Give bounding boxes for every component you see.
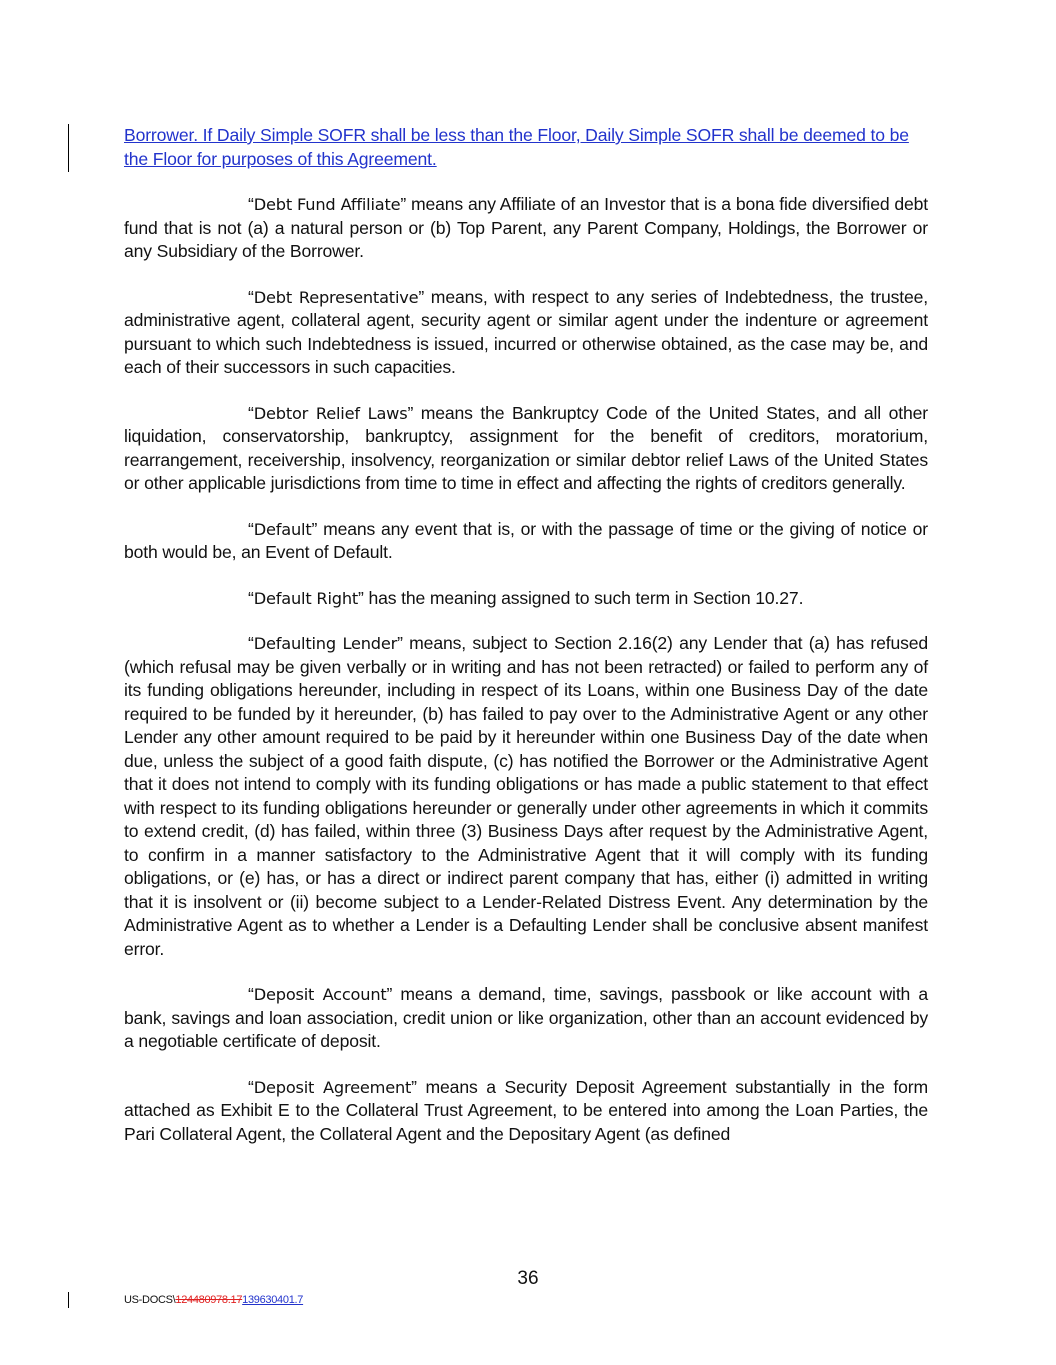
definition-paragraph [124,518,928,565]
open-quote: “ [248,194,254,214]
close-quote: ” [397,633,403,653]
defined-term: Debt Representative [253,287,419,307]
defined-term: Deposit Agreement [253,1077,412,1097]
defined-term: Debtor Relief Laws [253,403,408,423]
definition-text: means a demand, time, savings, passbook or like account with a bank, savings and loan association, credit union or like organization, other than an account evidenced by a negotiable certificate of deposit. [124,984,928,1051]
definition-text: means any Affiliate of an Investor that is a bona fide diversified debt fund that is not (a) a natural person or (b) Top Parent, any Parent Company, Holdings, the Borrower or any Subsidiary of the Borrower. [124,194,928,261]
definition-paragraph [124,286,928,380]
defined-term: Debt Fund Affiliate [253,195,401,214]
open-quote: “ [248,286,254,307]
close-quote: ” [386,984,393,1004]
definition-paragraph [124,983,928,1054]
definition-text: means any event that is, or with the passage of time or the giving of notice or both would be, an Event of Default. [124,518,928,562]
defined-term: Default Right [253,588,359,608]
definition-text: means the Bankruptcy Code of the United States, and all other liquidation, conservatorship, bankruptcy, assignment for the benefit of creditors, moratorium, rearrangement, receivership, insolvency, reorganization or similar debtor relief Laws of the United States or other applicable jurisdictions from time to time in effect and affecting the rights of creditors generally. [124,402,928,493]
defined-term: Defaulting Lender [253,634,398,653]
page-number: 36 [517,1268,539,1289]
close-quote: ” [400,194,407,214]
definition-paragraph [124,402,928,496]
open-quote: “ [248,587,254,608]
close-quote: ” [418,286,425,307]
defined-term: Deposit Account [253,985,387,1004]
carryover-paragraph: Borrower. If Daily Simple SOFR shall be less than the Floor, Daily Simple SOFR shall be deemed to be the Floor for purposes of this Agreement. [124,125,909,169]
definition-text: means, with respect to any series of Indebtedness, the trustee, administrative agent, collateral agent, security agent or similar agent under the indenture or agreement pursuant to which such Indebtedness is issued, incurred or otherwise obtained, as the case may be, and each of their successors in such capacities. [124,286,928,377]
open-quote: “ [248,633,254,653]
close-quote: ” [411,1076,417,1097]
definitions-list [124,193,928,1146]
definition-paragraph [124,1076,928,1147]
definition-text: means a Security Deposit Agreement substantially in the form attached as Exhibit E to the Collateral Trust Agreement, to be entered into among the Loan Parties, the Pari Collateral Agent, the Collateral Agent and the Depositary Agent (as defined [124,1076,929,1144]
close-quote: ” [358,587,364,608]
open-quote: “ [248,984,254,1004]
change-bar-top [68,124,69,172]
document-id-added: 139630401.7 [242,1294,304,1306]
open-quote: “ [248,402,254,423]
change-bar-footer [68,1292,69,1308]
definition-paragraph [124,193,928,264]
close-quote: ” [407,402,414,423]
defined-term: Default [253,519,312,539]
document-id [124,1294,303,1306]
close-quote: ” [311,518,318,539]
open-quote: “ [248,1076,254,1097]
definition-text: means, subject to Section 2.16(2) any Lender that (a) has refused (which refusal may be given verbally or in writing and has not been retracted) or failed to perform any of its funding obligations hereunder, including in respect of its Loans, within one Business Day of the date required to be funded by it hereunder, (b) has failed to pay over to the Administrative Agent or any other Lender any other amount required to be paid by it hereunder within one Business Day of the date when due, unless the subject of a good faith dispute, (c) has notified the Borrower or the Administrative Agent that it does not intend to comply with its funding obligations or has made a public statement to that effect with respect to its funding obligations hereunder or generally under other agreements in which it commits to extend credit, (d) has failed, within three (3) Business Days after request by the Administrative Agent, to confirm in a manner satisfactory to the Administrative Agent that it will comply with its funding obligations, or (e) has, or has a direct or indirect parent company that has, either (i) admitted in writing that it is insolvent or (ii) become subject to a Lender-Related Distress Event. Any determination by the Administrative Agent as to whether a Lender is a Defaulting Lender shall be conclusive absent manifest error. [124,633,928,959]
definition-text: has the meaning assigned to such term in Section 10.27. [363,587,804,608]
document-id-prefix: US-DOCS\ [124,1294,176,1306]
open-quote: “ [248,518,254,539]
definition-paragraph [124,587,928,611]
definition-paragraph [124,632,928,961]
document-body [124,124,928,1168]
document-id-deleted: 124480978.17 [175,1294,243,1306]
